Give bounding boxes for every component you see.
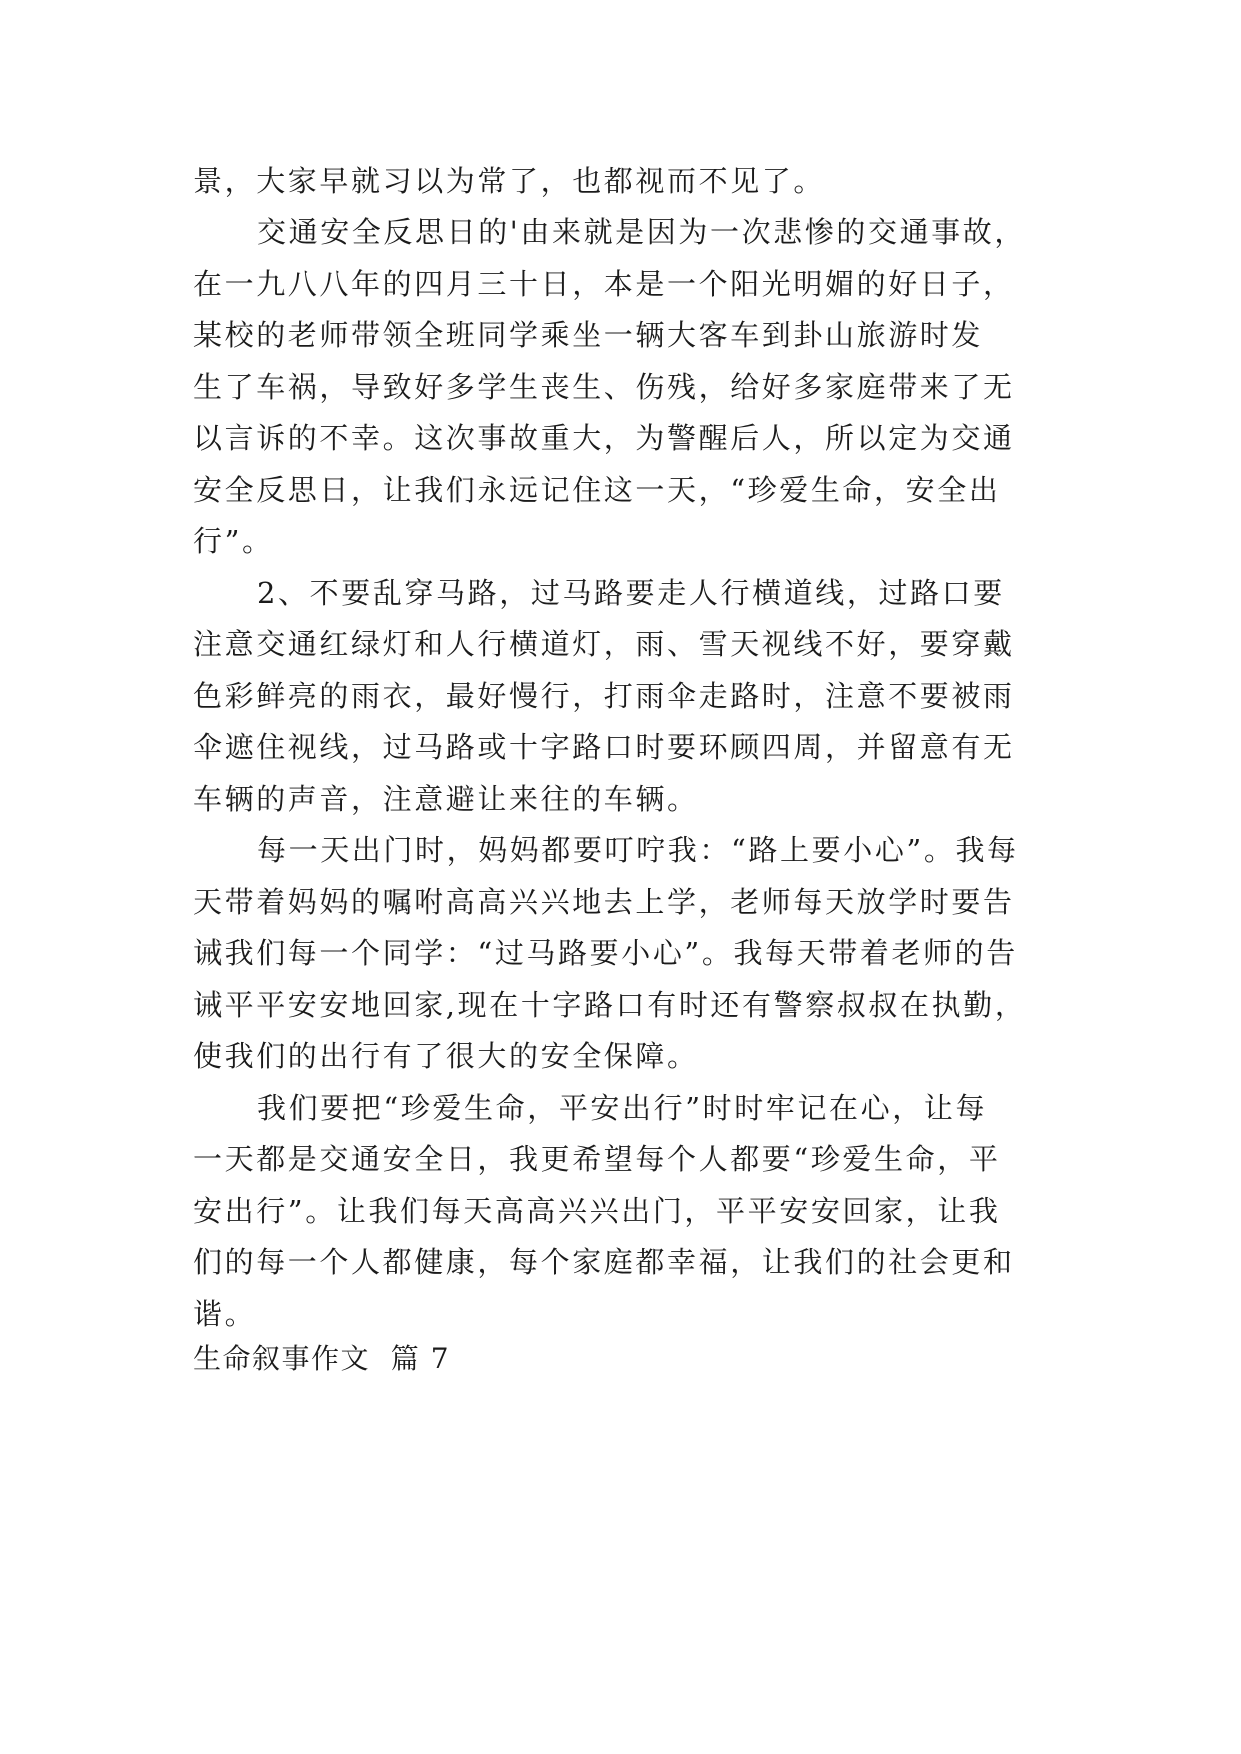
text-line: 诫平平安安地回家,现在十字路口有时还有警察叔叔在执勤， (193, 988, 1027, 1022)
text-line: 安全反思日，让我们永远记住这一天，“珍爱生命，安全出 (193, 473, 1001, 507)
text-line: 诫我们每一个同学：“过马路要小心”。我每天带着老师的告 (193, 936, 1018, 970)
text-line: 以言诉的不幸。这次事故重大，为警醒后人，所以定为交通 (193, 421, 1015, 455)
text-line: 某校的老师带领全班同学乘坐一辆大客车到卦山旅游时发 (193, 318, 984, 352)
text-line: 交通安全反思日的'由来就是因为一次悲惨的交通事故， (257, 215, 1026, 249)
text-line: 们的每一个人都健康，每个家庭都幸福，让我们的社会更和 (193, 1245, 1015, 1279)
text-line: 2、不要乱穿马路，过马路要走人行横道线，过路口要 (257, 576, 1005, 610)
text-line: 在一九八八年的四月三十日，本是一个阳光明媚的好日子， (193, 267, 1015, 301)
text-line: 使我们的出行有了很大的安全保障。 (193, 1039, 699, 1073)
text-line: 一天都是交通安全日，我更希望每个人都要“珍爱生命，平 (193, 1142, 1001, 1176)
section-heading: 生命叙事作文 篇 7 (193, 1342, 451, 1375)
text-line: 行”。 (193, 524, 274, 558)
text-line: 安出行”。让我们每天高高兴兴出门，平平安安回家，让我 (193, 1194, 1001, 1228)
text-line: 注意交通红绿灯和人行横道灯，雨、雪天视线不好，要穿戴 (193, 627, 1015, 661)
text-line: 生了车祸，导致好多学生丧生、伤残，给好多家庭带来了无 (193, 370, 1015, 404)
text-line: 伞遮住视线，过马路或十字路口时要环顾四周，并留意有无 (193, 730, 1015, 764)
text-line: 每一天出门时，妈妈都要叮咛我：“路上要小心”。我每 (257, 833, 1019, 867)
text-line: 景，大家早就习以为常了，也都视而不见了。 (193, 164, 826, 198)
text-line: 天带着妈妈的嘱咐高高兴兴地去上学，老师每天放学时要告 (193, 885, 1015, 919)
text-line: 色彩鲜亮的雨衣，最好慢行，打雨伞走路时，注意不要被雨 (193, 679, 1015, 713)
text-line: 我们要把“珍爱生命，平安出行”时时牢记在心，让每 (257, 1091, 988, 1125)
text-line: 谐。 (193, 1297, 257, 1331)
text-line: 车辆的声音，注意避让来往的车辆。 (193, 782, 699, 816)
